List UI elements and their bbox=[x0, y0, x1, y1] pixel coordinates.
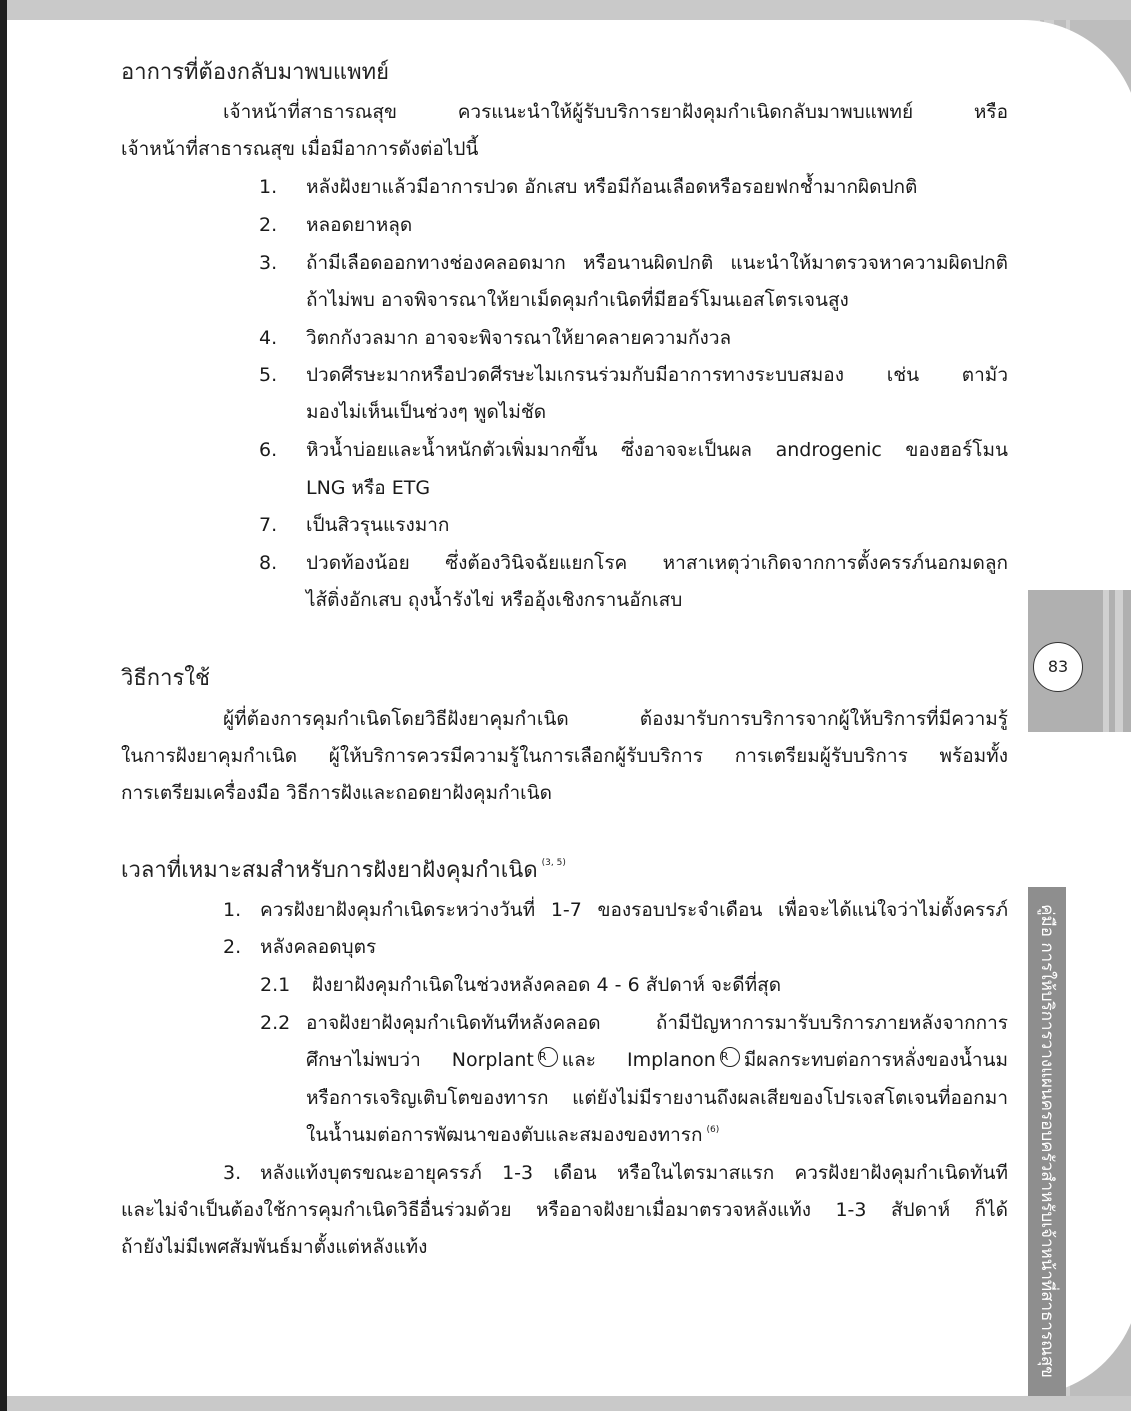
paragraph-line: หลังแท้งบุตรขณะอายุครรภ์ 1-3 เดือน หรือในไตรมาสแรก ควรฝังยาฝังคุมกำเนิดทันที bbox=[260, 1162, 1008, 1184]
bottom-band bbox=[0, 1396, 1131, 1411]
sublist-number: 2.2 bbox=[260, 1012, 291, 1034]
list-item: หลังฝังยาแล้วมีอาการปวด อักเสบ หรือมีก้อนเลือดหรือรอยฟกช้ำมากผิดปกติ bbox=[306, 176, 918, 198]
list-number: 2. bbox=[259, 214, 278, 236]
sublist-item: ฝังยาฝังคุมกำเนิดในช่วงหลังคลอด 4 - 6 สัปดาห์ จะดีที่สุด bbox=[312, 974, 782, 996]
left-edge bbox=[0, 0, 7, 1411]
sublist-item-continued: หรือการเจริญเติบโตของทารก แต่ยังไม่มีรายงานถึงผลเสียของโปรเจสโตเจนที่ออกมา bbox=[306, 1087, 1008, 1109]
section-heading-warning-signs: อาการที่ต้องกลับมาพบแพทย์ bbox=[121, 60, 389, 85]
list-item: ถ้ามีเลือดออกทางช่องคลอดมาก หรือนานผิดปกติ แนะนำให้มาตรวจหาความผิดปกติ bbox=[306, 252, 1008, 274]
top-band bbox=[0, 0, 1131, 20]
list-item: วิตกกังวลมาก อาจจะพิจารณาให้ยาคลายความกังวล bbox=[306, 327, 732, 349]
list-item-continued: ไส้ติ่งอักเสบ ถุงน้ำรังไข่ หรืออุ้งเชิงกรานอักเสบ bbox=[306, 589, 683, 611]
paragraph-line: ในการฝังยาคุมกำเนิด ผู้ให้บริการควรมีความรู้ในการเลือกผู้รับบริการ การเตรียมผู้รับบริการ พร้อมทั้ง bbox=[121, 745, 1008, 767]
page-number: 83 bbox=[1033, 642, 1083, 692]
text-fragment: มีผลกระทบต่อการหลั่งของน้ำนม bbox=[743, 1049, 1008, 1071]
list-item: ปวดศีรษะมากหรือปวดศีรษะไมเกรนร่วมกับมีอาการทางระบบสมอง เช่น ตามัว bbox=[306, 364, 1008, 386]
citation: (3, 5) bbox=[541, 858, 566, 868]
list-number: 7. bbox=[259, 514, 278, 536]
paragraph-line: ถ้ายังไม่มีเพศสัมพันธ์มาตั้งแต่หลังแท้ง bbox=[121, 1236, 428, 1258]
list-item: ปวดท้องน้อย ซึ่งต้องวินิจฉัยแยกโรค หาสาเหตุว่าเกิดจากการตั้งครรภ์นอกมดลูก bbox=[306, 552, 1008, 574]
citation: (6) bbox=[706, 1125, 720, 1135]
paragraph-line: และไม่จำเป็นต้องใช้การคุมกำเนิดวิธีอื่นร่วมด้วย หรืออาจฝังยาเมื่อมาตรวจหลังแท้ง 1-3 สัปดาห์ ก็ได้ bbox=[121, 1199, 1008, 1221]
registered-mark-icon: R bbox=[720, 1047, 740, 1067]
list-number: 3. bbox=[223, 1162, 242, 1184]
list-number: 8. bbox=[259, 552, 278, 574]
section-heading-usage: วิธีการใช้ bbox=[121, 666, 210, 691]
list-number: 4. bbox=[259, 327, 278, 349]
side-title: คู่มือ การให้บริการวางแผนครอบครัวสำหรับเจ้าหน้าที่สาธารณสุข bbox=[1037, 904, 1057, 1378]
section-heading-timing bbox=[121, 856, 566, 890]
list-number: 1. bbox=[223, 899, 242, 921]
registered-mark-icon: R bbox=[538, 1047, 558, 1067]
list-item: ควรฝังยาฝังคุมกำเนิดระหว่างวันที่ 1-7 ของรอบประจำเดือน เพื่อจะได้แน่ใจว่าไม่ตั้งครรภ์ bbox=[260, 899, 1008, 921]
list-item-continued: LNG หรือ ETG bbox=[306, 477, 431, 499]
paragraph-line: เจ้าหน้าที่สาธารณสุข ควรแนะนำให้ผู้รับบริการยาฝังคุมกำเนิดกลับมาพบแพทย์ หรือ bbox=[223, 101, 1008, 123]
list-number: 6. bbox=[259, 439, 278, 461]
section-heading-text: เวลาที่เหมาะสมสำหรับการฝังยาฝังคุมกำเนิด bbox=[121, 858, 538, 883]
sublist-number: 2.1 bbox=[260, 974, 291, 996]
text-fragment: ศึกษาไม่พบว่า Norplant bbox=[306, 1049, 534, 1071]
sublist-item-continued bbox=[306, 1045, 1008, 1075]
list-item-continued: ถ้าไม่พบ อาจพิจารณาให้ยาเม็ดคุมกำเนิดที่มีฮอร์โมนเอสโตรเจนสูง bbox=[306, 289, 849, 311]
list-item: หลังคลอดบุตร bbox=[260, 936, 377, 958]
list-item: หลอดยาหลุด bbox=[306, 214, 413, 236]
paragraph-line: ผู้ที่ต้องการคุมกำเนิดโดยวิธีฝังยาคุมกำเนิด ต้องมารับการบริการจากผู้ให้บริการที่มีความรู้ bbox=[223, 708, 1008, 730]
paragraph-line: เจ้าหน้าที่สาธารณสุข เมื่อมีอาการดังต่อไปนี้ bbox=[121, 138, 479, 160]
list-item-continued: มองไม่เห็นเป็นช่วงๆ พูดไม่ชัด bbox=[306, 401, 547, 423]
list-number: 1. bbox=[259, 176, 278, 198]
sublist-item-continued bbox=[306, 1120, 1008, 1154]
list-number: 2. bbox=[223, 936, 242, 958]
sublist-item: อาจฝังยาฝังคุมกำเนิดทันทีหลังคลอด ถ้ามีปัญหาการมารับบริการภายหลังจากการ bbox=[306, 1012, 1008, 1034]
text-fragment: และ Implanon bbox=[561, 1049, 716, 1071]
paragraph-line: การเตรียมเครื่องมือ วิธีการฝังและถอดยาฝังคุมกำเนิด bbox=[121, 782, 552, 804]
list-number: 5. bbox=[259, 364, 278, 386]
text-fragment: ในน้ำนมต่อการพัฒนาของตับและสมองของทารก bbox=[306, 1124, 703, 1146]
list-item: หิวน้ำบ่อยและน้ำหนักตัวเพิ่มมากขึ้น ซึ่งอาจจะเป็นผล androgenic ของฮอร์โมน bbox=[306, 439, 1008, 461]
list-number: 3. bbox=[259, 252, 278, 274]
list-item: เป็นสิวรุนแรงมาก bbox=[306, 514, 450, 536]
